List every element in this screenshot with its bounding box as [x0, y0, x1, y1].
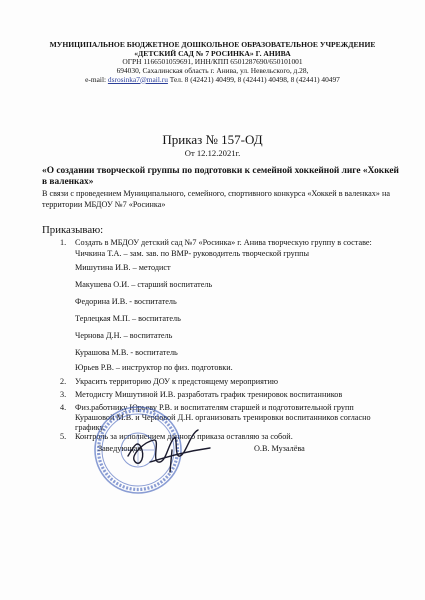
email-label: e-mail: [85, 74, 107, 84]
org-ids: ОГРН 1166501059691, ИНН/КПП 6501287690/650101001 [122, 57, 303, 66]
staff-member: Чернова Д.Н. – воспитатель [75, 331, 173, 340]
letterhead [20, 40, 405, 84]
staff-member: Мишутина И.В. – методист [75, 263, 171, 272]
org-contacts [20, 76, 405, 85]
staff-member: Федорина И.В. - воспитатель [75, 297, 177, 306]
item-text: Методисту Мишутиной И.В. разработать график тренировок воспитанников [75, 390, 343, 399]
item-text: Физ.работнику Юрьеву Р.В. и воспитателям старшей и подготовительной групп Курашовой М.В. и Черновой Д.Н. организовать тренировки воспитанников согласно графику. [75, 403, 371, 433]
org-name-line2: «ДЕТСКИЙ САД № 7 РОСИНКА» Г. АНИВА [134, 49, 291, 58]
item-number: 2. [60, 377, 67, 386]
order-title: Приказ № 157-ОД [162, 132, 263, 147]
order-subject: «О создании творческой группы по подготовки к семейной хоккейной лиге «Хоккей в валенках» [42, 166, 399, 187]
staff-member: Юрьев Р.В. – инструктор по физ. подготовки. [75, 363, 233, 372]
staff-member: Чичкина Т.А. – зам. зав. по ВМР- руководитель творческой группы [75, 249, 309, 258]
staff-member: Макушева О.И. – старший воспитатель [75, 280, 213, 289]
order-date: От 12.12.2021г. [184, 148, 241, 158]
staff-member: Курашова М.В. - воспитатель [75, 348, 178, 357]
order-heading: Приказываю: [42, 224, 104, 236]
item-number: 3. [60, 390, 67, 399]
email-link[interactable]: dsrosinka7@mail.ru [107, 74, 168, 84]
signatory-name: О.В. Музалёва [254, 444, 305, 453]
item-number: 5. [60, 432, 67, 441]
item-text: Создать в МБДОУ детский сад №7 «Росинка» г. Анива творческую группу в составе: [75, 238, 372, 247]
org-name-line1: МУНИЦИПАЛЬНОЕ БЮДЖЕТНОЕ ДОШКОЛЬНОЕ ОБРАЗОВАТЕЛЬНОЕ УЧРЕЖДЕНИЕ [49, 40, 376, 49]
staff-member: Терлецкая М.П. – воспитатель [75, 314, 181, 323]
item-text: Украсить территорию ДОУ к предстоящему мероприятию [75, 377, 278, 386]
org-address: 694030, Сахалинская область г. Анива, ул. Невельского, д.28, [116, 65, 309, 75]
phones: Тел. 8 (42421) 40499, 8 (42441) 40498, 8 (42441) 40497 [169, 74, 340, 84]
item-number: 4. [60, 403, 67, 412]
signature-label: Заведующая [98, 444, 142, 453]
item-text: Контроль за исполнением данного приказа оставляю за собой. [75, 432, 293, 441]
order-preamble: В связи с проведением Муниципального, семейного, спортивного конкурса «Хоккей в валенках» на территории МБДОУ №7 «Росинка» [42, 189, 390, 209]
item-number: 1. [60, 238, 67, 247]
